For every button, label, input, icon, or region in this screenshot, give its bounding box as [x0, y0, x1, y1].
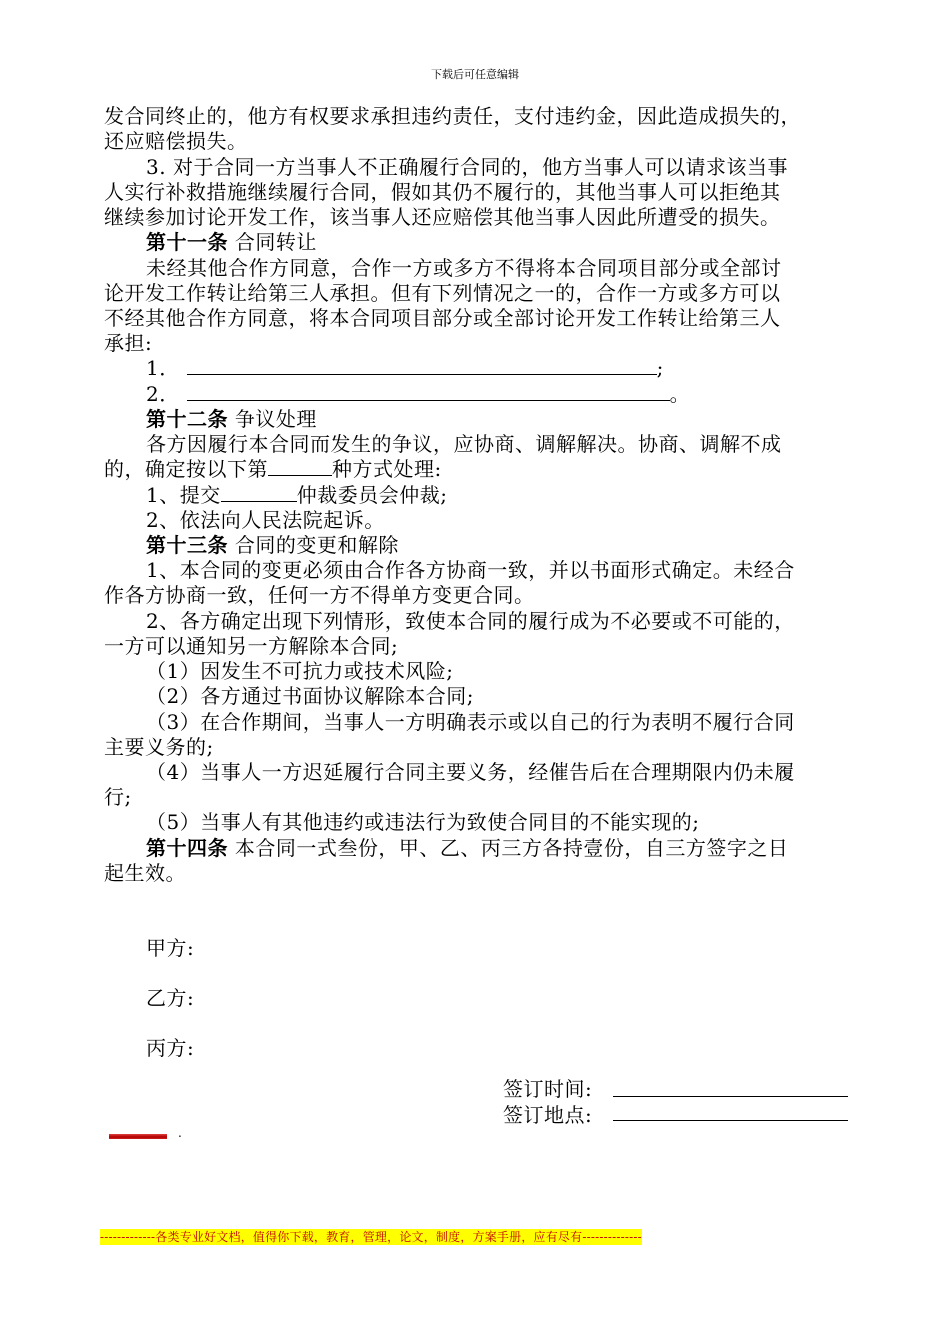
article-13-title: 第十三条: [146, 533, 228, 557]
blank-item-1-end: ;: [656, 356, 664, 380]
text-fragment: 仲裁委员会仲裁;: [296, 483, 448, 507]
body-line: 主要义务的;: [104, 735, 214, 759]
sign-time-line[interactable]: [613, 1096, 848, 1097]
text-fragment: 种方式处理:: [332, 457, 442, 481]
article-12-name: 争议处理: [234, 407, 317, 431]
text-fragment: 1、提交: [146, 483, 221, 507]
blank-item-1-line[interactable]: [187, 356, 657, 375]
body-line: （3）在合作期间，当事人一方明确表示或以自己的行为表明不履行合同: [146, 710, 795, 734]
body-line: 2、依法向人民法院起诉。: [146, 508, 385, 532]
body-line: 起生效。: [104, 861, 186, 885]
body-line: 一方可以通知另一方解除本合同;: [104, 634, 399, 658]
body-line: [146, 483, 447, 507]
article-14-heading: [146, 836, 788, 860]
body-line: 行;: [104, 785, 132, 809]
body-line: 1、本合同的变更必须由合作各方协商一致，并以书面形式确定。未经合: [146, 558, 795, 582]
body-line: 还应赔偿损失。: [104, 129, 248, 153]
method-number-blank[interactable]: [268, 457, 332, 476]
body-line: 各方因履行本合同而发生的争议，应协商、调解解决。协商、调解不成: [146, 432, 782, 456]
blank-item-2-end: 。: [669, 382, 691, 406]
blank-item-1-number: 1．: [146, 356, 180, 380]
body-line: 人实行补救措施继续履行合同，假如其仍不履行的，其他当事人可以拒绝其: [104, 180, 781, 204]
body-line: 论开发工作转让给第三人承担。但有下列情况之一的，合作一方或多方可以: [104, 281, 781, 305]
party-c-label: 丙方:: [146, 1036, 195, 1060]
text-fragment: 的，确定按以下第: [104, 457, 268, 481]
blank-item-2-line[interactable]: [187, 382, 670, 401]
article-14-title: 第十四条: [146, 836, 228, 860]
article-12-heading: [146, 407, 317, 431]
sign-time-label: 签订时间:: [503, 1077, 593, 1101]
sign-place-label: 签订地点:: [503, 1103, 593, 1127]
arbitration-committee-blank[interactable]: [221, 483, 297, 502]
blank-item-2: [146, 382, 690, 406]
body-line: 不经其他合作方同意，将本合同项目部分或全部讨论开发工作转让给第三人: [104, 306, 781, 330]
article-13-name: 合同的变更和解除: [234, 533, 399, 557]
blank-item-2-number: 2．: [146, 382, 180, 406]
body-line: （2）各方通过书面协议解除本合同;: [146, 684, 474, 708]
footer-banner: -------------各类专业好文档，值得你下载，教育，管理，论文，制度，方案手册，应有尽有--------------: [100, 1230, 642, 1244]
body-line: 2、各方确定出现下列情形，致使本合同的履行成为不必要或不可能的，: [146, 609, 795, 633]
body-line: 作各方协商一致，任何一方不得单方变更合同。: [104, 583, 535, 607]
page-header: 下载后可任意编辑: [431, 68, 519, 81]
red-mark: [109, 1134, 167, 1139]
article-11-title: 第十一条: [146, 230, 228, 254]
article-11-name: 合同转让: [234, 230, 317, 254]
article-12-title: 第十二条: [146, 407, 228, 431]
body-line: 承担:: [104, 331, 153, 355]
body-line: 3. 对于合同一方当事人不正确履行合同的，他方当事人可以请求该当事: [146, 155, 788, 179]
body-line: （1）因发生不可抗力或技术风险;: [146, 659, 454, 683]
body-line: （5）当事人有其他违约或违法行为致使合同目的不能实现的;: [146, 810, 700, 834]
body-line: 未经其他合作方同意，合作一方或多方不得将本合同项目部分或全部讨: [146, 256, 782, 280]
body-line: [104, 457, 442, 481]
body-line: 发合同终止的，他方有权要求承担违约责任，支付违约金，因此造成损失的，: [104, 104, 801, 128]
body-line: （4）当事人一方迟延履行合同主要义务，经催告后在合理期限内仍未履: [146, 760, 795, 784]
blank-item-1: [146, 356, 664, 380]
article-13-heading: [146, 533, 399, 557]
party-a-label: 甲方:: [146, 936, 195, 960]
body-line: 继续参加讨论开发工作，该当事人还应赔偿其他当事人因此所遭受的损失。: [104, 205, 781, 229]
article-11-heading: [146, 230, 317, 254]
article-14-text: 本合同一式叁份，甲、乙、丙三方各持壹份，自三方签字之日: [234, 836, 789, 860]
party-b-label: 乙方:: [146, 986, 195, 1010]
sign-place-line[interactable]: [613, 1120, 848, 1121]
dot-mark: .: [178, 1126, 182, 1140]
